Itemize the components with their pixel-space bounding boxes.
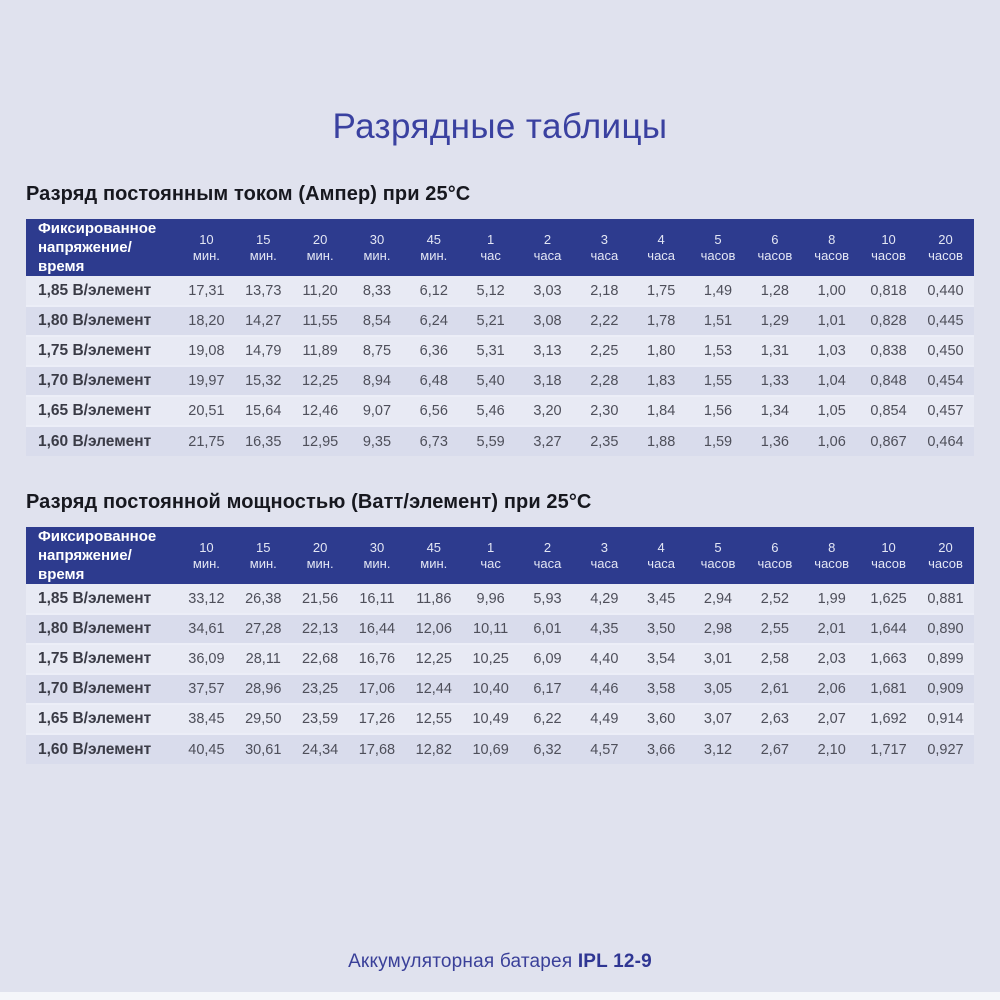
value-cell: 0,848 [870,373,907,389]
value-cell: 1,05 [817,403,846,419]
value-cell: 1,692 [870,711,907,727]
value-cell: 1,28 [760,282,789,299]
value-cell: 1,34 [760,403,789,419]
section-constant-current [26,182,974,456]
value-cell: 1,88 [647,433,676,450]
value-cell: 3,12 [703,741,733,758]
voltage-row-label: 1,70 В/элемент [38,372,152,389]
value-cell: 3,60 [647,711,676,727]
voltage-row-label: 1,70 В/элемент [38,680,152,697]
value-cell: 27,28 [245,621,282,637]
value-cell: 0,828 [870,313,907,329]
value-cell: 12,25 [301,373,339,389]
value-cell: 3,18 [533,373,562,389]
time-column-header: 20 часов [917,527,974,584]
value-cell: 9,35 [362,433,392,450]
value-cell: 0,927 [927,741,964,758]
value-cell: 0,881 [927,590,964,607]
constant-power-table [26,527,974,764]
voltage-row-label: 1,65 В/элемент [38,710,152,727]
value-cell: 10,49 [472,711,509,727]
value-cell: 1,55 [703,373,733,389]
value-cell: 3,07 [703,711,733,727]
table-row [26,396,974,426]
value-cell: 18,20 [188,313,225,329]
value-cell: 3,03 [533,282,562,299]
time-column-header: 10 часов [860,527,917,584]
time-column-header: 3 часа [576,527,633,584]
value-cell: 5,21 [476,313,505,329]
value-cell: 17,06 [358,681,396,697]
fixed-voltage-time-header: Фиксированное напряжение/время [26,219,178,276]
value-cell: 6,01 [533,621,562,637]
value-cell: 16,44 [358,621,396,637]
time-column-header: 30 мин. [349,219,406,276]
voltage-row-label: 1,75 В/элемент [38,342,152,359]
voltage-row-label: 1,65 В/элемент [38,402,152,419]
value-cell: 2,98 [703,621,733,637]
value-cell: 33,12 [188,590,225,607]
value-cell: 2,28 [590,373,619,389]
section-constant-power [26,490,974,764]
value-cell: 9,07 [362,403,392,419]
value-cell: 8,75 [362,343,392,359]
page-title: Разрядные таблицы [332,107,668,146]
value-cell: 1,663 [870,651,907,667]
table-row [26,674,974,704]
section-heading-constant-current: Разряд постоянным током (Ампер) при 25°C [26,183,471,205]
table-row [26,584,974,614]
value-cell: 1,75 [647,282,676,299]
value-cell: 28,96 [245,681,282,697]
value-cell: 1,56 [703,403,733,419]
value-cell: 12,25 [415,651,452,667]
value-cell: 1,33 [760,373,789,389]
time-column-header: 2 часа [519,219,576,276]
value-cell: 12,82 [415,741,452,758]
value-cell: 40,45 [188,741,225,758]
footer-text: Аккумуляторная батарея [348,951,573,972]
value-cell: 0,914 [927,711,964,727]
time-column-header: 30 мин. [349,527,406,584]
value-cell: 3,13 [533,343,562,359]
value-cell: 1,01 [817,313,846,329]
value-cell: 2,52 [760,590,789,607]
value-cell: 36,09 [188,651,225,667]
time-column-header: 45 мин. [405,219,462,276]
value-cell: 12,55 [415,711,452,727]
content-area [0,182,1000,764]
time-column-header: 10 часов [860,219,917,276]
value-cell: 2,25 [590,343,619,359]
footer-battery-model: IPL 12-9 [577,951,652,972]
value-cell: 6,22 [533,711,562,727]
value-cell: 3,45 [647,590,676,607]
value-cell: 1,681 [870,681,907,697]
value-cell: 6,24 [419,313,448,329]
value-cell: 30,61 [245,741,282,758]
value-cell: 10,40 [472,681,509,697]
value-cell: 2,58 [760,651,789,667]
value-cell: 1,644 [870,621,907,637]
voltage-row-label: 1,60 В/элемент [38,432,152,450]
table-header-row [26,527,974,584]
value-cell: 28,11 [245,651,281,667]
value-cell: 2,94 [703,590,733,607]
value-cell: 26,38 [245,590,282,607]
value-cell: 0,854 [870,403,907,419]
time-column-header: 8 часов [803,527,860,584]
value-cell: 3,01 [703,651,733,667]
value-cell: 1,51 [703,313,733,329]
value-cell: 1,04 [817,373,846,389]
footer [0,951,1000,973]
value-cell: 22,68 [301,651,339,667]
voltage-row-label: 1,85 В/элемент [38,589,152,607]
value-cell: 0,440 [927,282,964,299]
time-column-header: 20 часов [917,219,974,276]
value-cell: 37,57 [188,681,225,697]
value-cell: 8,54 [362,313,392,329]
value-cell: 2,07 [817,711,846,727]
value-cell: 6,73 [419,433,448,450]
time-column-header: 6 часов [746,219,803,276]
value-cell: 5,40 [476,373,505,389]
value-cell: 2,01 [817,621,846,637]
voltage-row-label: 1,80 В/элемент [38,312,152,329]
value-cell: 12,95 [301,433,339,450]
value-cell: 12,06 [415,621,452,637]
value-cell: 34,61 [188,621,225,637]
value-cell: 4,57 [590,741,619,758]
table-row [26,276,974,306]
value-cell: 22,13 [301,621,339,637]
value-cell: 12,46 [301,403,339,419]
value-cell: 0,909 [927,681,964,697]
value-cell: 5,12 [476,282,505,299]
time-column-header: 1 час [462,219,519,276]
value-cell: 6,36 [419,343,448,359]
time-column-header: 45 мин. [405,527,462,584]
value-cell: 29,50 [245,711,282,727]
value-cell: 1,53 [703,343,733,359]
value-cell: 2,55 [760,621,789,637]
voltage-row-label: 1,60 В/элемент [38,740,152,758]
bottom-edge-strip [0,992,1000,1000]
table-row [26,426,974,456]
value-cell: 16,35 [245,433,282,450]
value-cell: 2,67 [760,741,789,758]
voltage-row-label: 1,75 В/элемент [38,650,152,667]
time-column-header: 5 часов [690,219,747,276]
value-cell: 21,75 [188,433,225,450]
value-cell: 20,51 [188,403,225,419]
value-cell: 0,867 [870,433,907,450]
time-column-header: 15 мин. [235,527,292,584]
value-cell: 5,59 [476,433,505,450]
value-cell: 6,17 [533,681,562,697]
value-cell: 17,68 [358,741,396,758]
value-cell: 0,450 [927,343,964,359]
value-cell: 3,27 [533,433,562,450]
value-cell: 10,69 [472,741,509,758]
value-cell: 16,11 [359,590,395,607]
value-cell: 2,63 [760,711,789,727]
value-cell: 4,40 [590,651,619,667]
value-cell: 23,59 [301,711,339,727]
table-row [26,336,974,366]
value-cell: 0,454 [927,373,964,389]
value-cell: 1,06 [817,433,846,450]
section-heading-constant-power: Разряд постоянной мощностью (Ватт/элемент) при 25°C [26,491,592,513]
value-cell: 4,49 [590,711,619,727]
value-cell: 1,03 [817,343,846,359]
value-cell: 17,26 [358,711,396,727]
value-cell: 1,31 [760,343,789,359]
voltage-row-label: 1,80 В/элемент [38,620,152,637]
value-cell: 3,08 [533,313,562,329]
value-cell: 2,06 [817,681,846,697]
value-cell: 1,84 [647,403,676,419]
table-row [26,614,974,644]
value-cell: 14,79 [245,343,282,359]
value-cell: 2,35 [590,433,619,450]
value-cell: 5,31 [476,343,505,359]
value-cell: 2,30 [590,403,619,419]
value-cell: 0,890 [927,621,964,637]
time-column-header: 10 мин. [178,527,235,584]
time-column-header: 2 часа [519,527,576,584]
table-row [26,704,974,734]
value-cell: 2,10 [817,741,846,758]
value-cell: 11,89 [302,343,338,359]
value-cell: 2,61 [760,681,789,697]
value-cell: 3,20 [533,403,562,419]
value-cell: 11,55 [302,313,338,329]
value-cell: 9,96 [476,590,505,607]
value-cell: 5,46 [476,403,505,419]
value-cell: 6,48 [419,373,448,389]
value-cell: 19,08 [188,343,225,359]
value-cell: 11,86 [416,590,452,607]
value-cell: 6,09 [533,651,562,667]
value-cell: 17,31 [188,282,225,299]
time-column-header: 15 мин. [235,219,292,276]
value-cell: 21,56 [301,590,339,607]
value-cell: 6,32 [533,741,562,758]
value-cell: 3,66 [647,741,676,758]
time-column-header: 6 часов [746,527,803,584]
value-cell: 15,64 [245,403,282,419]
voltage-row-label: 1,85 В/элемент [38,281,152,299]
time-column-header: 20 мин. [292,527,349,584]
value-cell: 13,73 [245,282,282,299]
value-cell: 1,625 [870,590,907,607]
value-cell: 12,44 [415,681,452,697]
value-cell: 1,00 [817,282,846,299]
value-cell: 1,78 [647,313,676,329]
value-cell: 4,29 [590,590,619,607]
time-column-header: 3 часа [576,219,633,276]
constant-current-table [26,219,974,456]
value-cell: 1,49 [703,282,733,299]
value-cell: 24,34 [301,741,339,758]
time-column-header: 4 часа [633,527,690,584]
value-cell: 0,818 [870,282,907,299]
value-cell: 38,45 [188,711,225,727]
value-cell: 1,717 [870,741,907,758]
value-cell: 16,76 [358,651,396,667]
table-row [26,734,974,764]
value-cell: 14,27 [245,313,282,329]
value-cell: 3,58 [647,681,676,697]
value-cell: 2,03 [817,651,846,667]
value-cell: 5,93 [533,590,562,607]
value-cell: 11,20 [302,282,338,299]
table-header-row [26,219,974,276]
time-column-header: 4 часа [633,219,690,276]
table-row [26,306,974,336]
value-cell: 1,83 [647,373,676,389]
value-cell: 1,59 [703,433,733,450]
time-column-header: 20 мин. [292,219,349,276]
value-cell: 0,457 [927,403,964,419]
value-cell: 23,25 [301,681,339,697]
value-cell: 0,464 [927,433,964,450]
time-column-header: 8 часов [803,219,860,276]
table-row [26,366,974,396]
table-row [26,644,974,674]
value-cell: 15,32 [245,373,282,389]
value-cell: 3,05 [703,681,733,697]
value-cell: 1,99 [817,590,846,607]
time-column-header: 10 мин. [178,219,235,276]
value-cell: 0,838 [870,343,907,359]
time-column-header: 1 час [462,527,519,584]
value-cell: 6,12 [419,282,448,299]
value-cell: 4,35 [590,621,619,637]
value-cell: 2,18 [590,282,619,299]
value-cell: 8,94 [362,373,392,389]
value-cell: 6,56 [419,403,448,419]
value-cell: 3,50 [647,621,676,637]
time-column-header: 5 часов [690,527,747,584]
value-cell: 1,80 [647,343,676,359]
value-cell: 3,54 [647,651,676,667]
value-cell: 19,97 [188,373,225,389]
value-cell: 10,11 [473,621,509,637]
value-cell: 0,899 [927,651,964,667]
value-cell: 1,36 [760,433,789,450]
fixed-voltage-time-header: Фиксированное напряжение/время [26,527,178,584]
value-cell: 10,25 [472,651,509,667]
value-cell: 4,46 [590,681,619,697]
value-cell: 2,22 [590,313,619,329]
value-cell: 8,33 [362,282,392,299]
value-cell: 1,29 [760,313,789,329]
value-cell: 0,445 [927,313,964,329]
